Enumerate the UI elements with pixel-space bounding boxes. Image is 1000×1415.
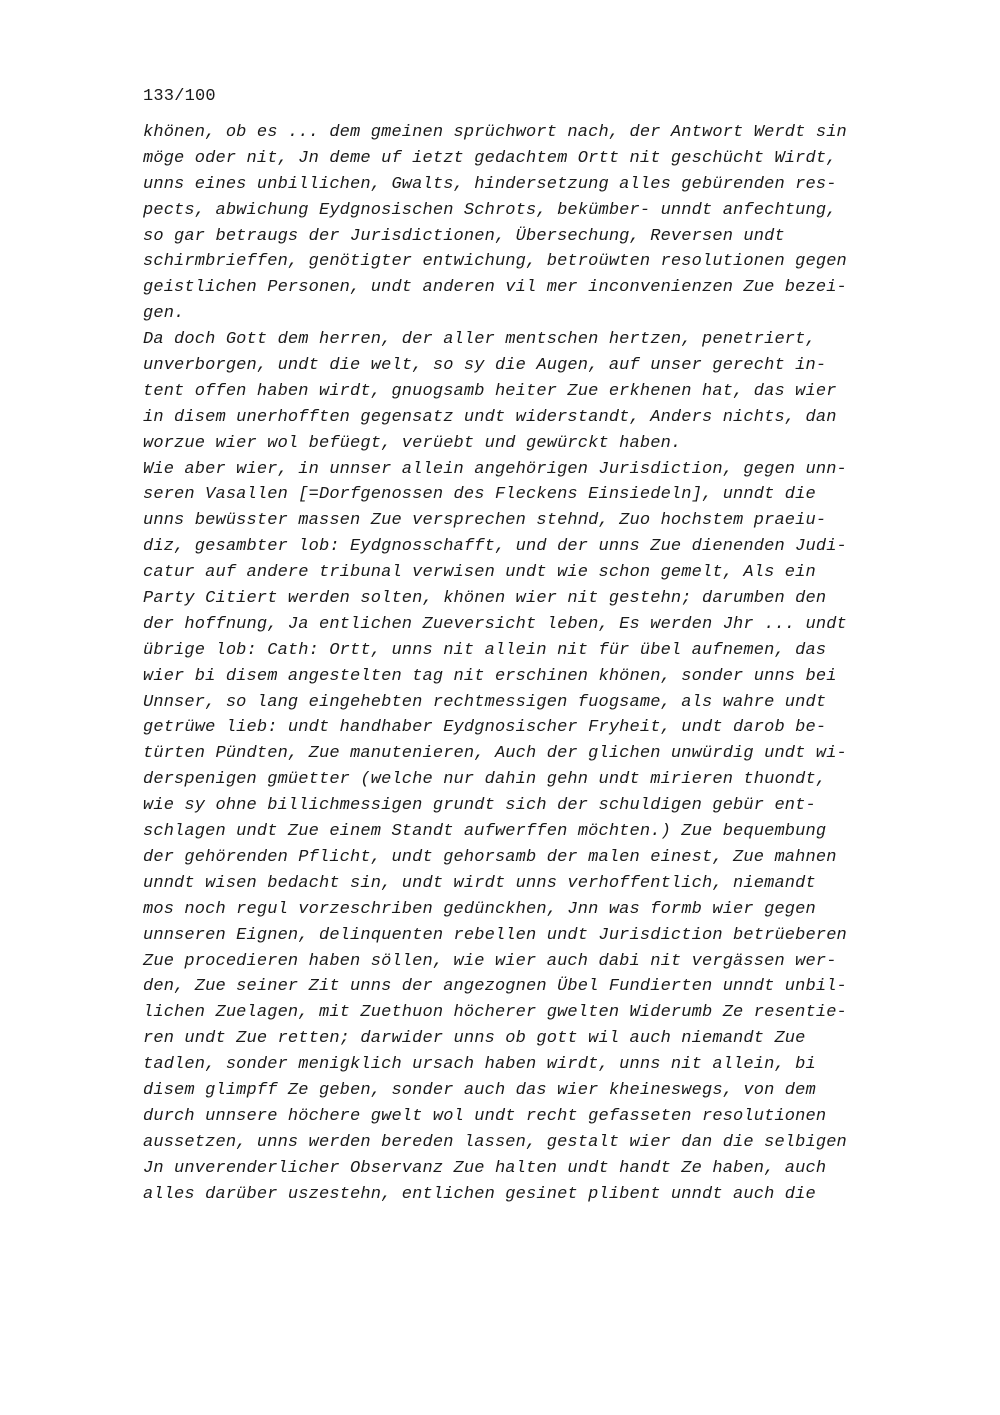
text-line: möge oder nit, Jn deme uf ietzt gedachtem Ortt nit geschücht Wirdt,	[143, 148, 837, 168]
text-line: schlagen undt Zue einem Standt aufwerffen möchten.) Zue bequembung	[143, 822, 827, 842]
text-line: türten Pündten, Zue manutenieren, Auch der glichen unwürdig undt wi-	[143, 744, 847, 764]
text-line: getrüwe lieb: undt handhaber Eydgnosischer Fryheit, undt darob be-	[143, 718, 827, 738]
text-line: khönen, ob es ... dem gmeinen sprüchwort nach, der Antwort Werdt sin	[143, 123, 847, 142]
text-line: aussetzen, unns werden bereden lassen, gestalt wier dan die selbigen	[143, 1132, 847, 1152]
text-line: schirmbrieffen, genötigter entwichung, betroüwten resolutionen gegen	[143, 252, 847, 272]
text-line: pects, abwichung Eydgnosischen Schrots, bekümber- unndt anfechtung,	[143, 200, 837, 220]
text-line: catur auf andere tribunal verwisen undt wie schon gemelt, Als ein	[143, 563, 816, 583]
document-page	[143, 84, 943, 1207]
text-line: der hoffnung, Ja entlichen Zueversicht leben, Es werden Jhr ... undt	[143, 614, 847, 634]
text-line: unns bewüsster massen Zue versprechen stehnd, Zuo hochstem praeiu-	[143, 511, 827, 531]
text-line: seren Vasallen [=Dorfgenossen des Fleckens Einsiedeln], unndt die	[143, 485, 816, 505]
text-line: gen.	[143, 304, 185, 324]
text-line: disem glimpff Ze geben, sonder auch das wier kheineswegs, von dem	[143, 1080, 816, 1100]
text-line: in disem unerhofften gegensatz undt widerstandt, Anders nichts, dan	[143, 407, 837, 427]
text-line: Jn unverenderlicher Observanz Zue halten undt handt Ze haben, auch	[143, 1158, 827, 1178]
text-line: derspenigen gmüetter (welche nur dahin gehn undt mirieren thuondt,	[143, 770, 827, 790]
text-line: der gehörenden Pflicht, undt gehorsamb der malen einest, Zue mahnen	[143, 847, 837, 867]
document-body-text	[143, 120, 943, 1207]
text-line: Party Citiert werden solten, khönen wier nit gestehn; darumben den	[143, 589, 827, 609]
text-line: wie sy ohne billichmessigen grundt sich der schuldigen gebür ent-	[143, 796, 816, 816]
text-line: alles darüber uszestehn, entlichen gesinet plibent unndt auch die	[143, 1184, 816, 1204]
text-line: übrige lob: Cath: Ortt, unns nit allein nit für übel aufnemen, das	[143, 640, 827, 660]
text-line: unndt wisen bedacht sin, undt wirdt unns verhoffentlich, niemandt	[143, 873, 816, 893]
text-line: den, Zue seiner Zit unns der angezognen Übel Fundierten unndt unbil-	[143, 977, 847, 997]
text-line: lichen Zuelagen, mit Zuethuon höcherer gwelten Widerumb Ze resentie-	[143, 1003, 847, 1023]
text-line: worzue wier wol befüegt, verüebt und gewürckt haben.	[143, 433, 682, 453]
text-line: Zue procedieren haben söllen, wie wier auch dabi nit vergässen wer-	[143, 951, 837, 971]
text-line: geistlichen Personen, undt anderen vil mer inconvenienzen Zue bezei-	[143, 278, 847, 298]
text-line: unnseren Eignen, delinquenten rebellen undt Jurisdiction betrüeberen	[143, 925, 847, 945]
text-line: so gar betraugs der Jurisdictionen, Übersechung, Reversen undt	[143, 226, 785, 246]
text-line: tadlen, sonder menigklich ursach haben wirdt, unns nit allein, bi	[143, 1055, 816, 1075]
text-line: mos noch regul vorzeschriben gedünckhen, Jnn was formb wier gegen	[143, 899, 816, 919]
text-line: Unnser, so lang eingehebten rechtmessigen fuogsame, als wahre undt	[143, 692, 827, 712]
page-number: 133/100	[143, 87, 216, 106]
text-line: Da doch Gott dem herren, der aller mentschen hertzen, penetriert,	[143, 330, 816, 350]
text-line: diz, gesambter lob: Eydgnosschafft, und der unns Zue dienenden Judi-	[143, 537, 847, 557]
text-line: unns eines unbillichen, Gwalts, hindersetzung alles gebürenden res-	[143, 174, 837, 194]
text-line: Wie aber wier, in unnser allein angehörigen Jurisdiction, gegen unn-	[143, 459, 847, 479]
text-line: wier bi disem angestelten tag nit erschinen khönen, sonder unns bei	[143, 666, 837, 686]
text-line: durch unnsere höchere gwelt wol undt recht gefasseten resolutionen	[143, 1106, 827, 1126]
text-line: unverborgen, undt die welt, so sy die Augen, auf unser gerecht in-	[143, 356, 827, 376]
text-line: ren undt Zue retten; darwider unns ob gott wil auch niemandt Zue	[143, 1029, 806, 1049]
text-line: tent offen haben wirdt, gnuogsamb heiter Zue erkhenen hat, das wier	[143, 381, 837, 401]
